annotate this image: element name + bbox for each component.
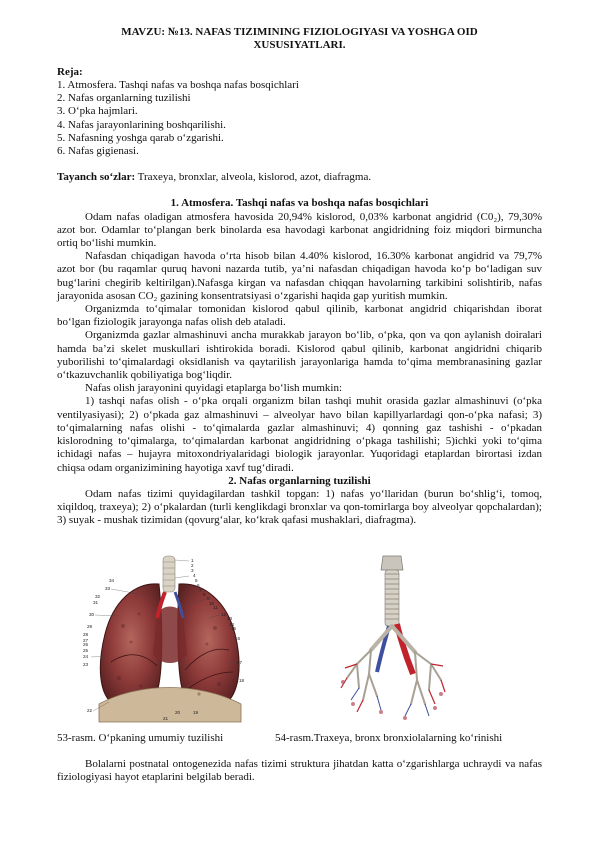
paragraph: Nafas olish jarayonini quyidagi etaplarga bo‘lish mumkin: bbox=[85, 382, 343, 395]
keywords-text: Traxeya, bronxlar, alveola, kislorod, azot, diafragma. bbox=[135, 171, 372, 184]
lung-figure-number: 24 bbox=[83, 653, 89, 659]
section-1-heading: 1. Atmosfera. Tashqi nafas va boshqa nafas bosqichlari bbox=[170, 197, 429, 210]
lung-figure-number: 13 bbox=[227, 615, 233, 621]
figure-caption-54: 54-rasm.Traxeya, bronx bronxiolalarning ko‘rinishi bbox=[275, 731, 503, 744]
lung-figure-number: 29 bbox=[87, 623, 93, 629]
paragraph: 1) tashqi nafas olish - o‘pka orqali organizm bilan tashqi muhit orasida gazlar almashinuvi (o‘pka ventilyasiyasi); 2) o‘pkada gaz almashinuvi – alveolyar havo bilan kapillyarlardagi qon-o‘pka nafasi; 3) to‘qimalarning nafas olishi - to‘qimalarda gazlar almashinuvi; 4) qonning gaz tashishi - o‘pkadan kislorodning to‘qimalarga, to‘qimalardan karbonat angidridning o‘pkaga tashilishi; 5)ichki yoki to‘qima ichidagi nafas – hujayra mitoxondriyalaridagi biologik jarayonlar. Yuqoridagi etaplardan birortasi izdan chiqsa odam organizimining hayotiga xavf tug‘diradi. bbox=[57, 395, 542, 474]
lung-figure-number: 32 bbox=[95, 593, 101, 599]
lung-figure-number: 8 bbox=[203, 591, 206, 597]
lung-figure-number: 11 bbox=[213, 604, 218, 610]
lung-figure-number: 3 bbox=[191, 567, 194, 573]
paragraph: Odam nafas tizimi quyidagilardan tashkil topgan: 1) nafas yo‘llaridan (burun bo‘shlig‘i, tomoq, xiqildoq, traxeya); 2) o‘pkalardan (turli kenglikdagi bronxlar va qon-tomirlarga boy alveolyar qopchalardan); 3) suyak - mushak tizimidan (qovurg‘alar, ko‘krak qafasi mushaklari, diafragma). bbox=[57, 487, 542, 527]
lung-figure-number: 20 bbox=[175, 709, 181, 715]
figure-caption-53: 53-rasm. O‘pkaning umumiy tuzilishi bbox=[57, 731, 224, 744]
lung-figure-number: 18 bbox=[239, 677, 245, 683]
lung-figure-number: 28 bbox=[83, 631, 89, 637]
paragraph: Odam nafas oladigan atmosfera havosida 20,94% kislorod, 0,03% karbonat angidrid (C0₂), 79,30% azot bor. Odamlar to‘plangan berk binolarda esa havodagi karbonat angidridning foiz miqdori birmuncha ortiq bo‘lishi mumkin. bbox=[57, 210, 542, 250]
lung-figure-number: 19 bbox=[193, 709, 199, 715]
plan-item: 2. Nafas organlarning tuzilishi bbox=[57, 92, 191, 105]
lung-figure-number: 30 bbox=[89, 611, 95, 617]
lung-figure-number: 17 bbox=[237, 659, 243, 665]
plan-item: 5. Nafasning yoshga qarab o‘zgarishi. bbox=[57, 131, 224, 144]
lung-figure-number: 15 bbox=[231, 625, 237, 631]
plan-item: 6. Nafas gigienasi. bbox=[57, 145, 139, 158]
section-2-heading: 2. Nafas organlarning tuzilishi bbox=[228, 474, 371, 487]
plan-label: Reja: bbox=[57, 65, 83, 78]
title-line-2: XUSUSIYATLARI. bbox=[253, 39, 346, 52]
lung-figure-number: 27 bbox=[83, 637, 89, 643]
lung-figure-number: 7 bbox=[199, 587, 202, 593]
title-line-1: MAVZU: №13. NAFAS TIZIMINING FIZIOLOGIYASI VA YOSHGA OID bbox=[121, 26, 478, 38]
lung-figure-number: 16 bbox=[235, 635, 241, 641]
figures-row bbox=[57, 538, 542, 728]
plan-item: 4. Nafas jarayonlarining boshqarilishi. bbox=[57, 118, 226, 131]
lung-figure-number: 23 bbox=[83, 661, 89, 667]
document-title bbox=[57, 26, 542, 53]
document-page bbox=[57, 26, 542, 784]
lung-figure-number: 9 bbox=[207, 595, 210, 601]
paragraph: Organizmda to‘qimalar tomonidan kislorod qabul qilinib, karbonat angidrid chiqarishdan iborat bo‘lgan fiziologik jarayonga nafas olish deb ataladi. bbox=[57, 303, 542, 329]
lungs-illustration bbox=[79, 554, 259, 724]
trachea-bronchi-illustration bbox=[337, 554, 447, 724]
paragraph: Nafasdan chiqadigan havoda o‘rta hisob bilan 4.40% kislorod, 16.30% karbonat angidrid va 79,7% azot bor (bu raqamlar quruq havoni nazarda tutib, ya’ni nafasdan chiqadigan havoda ko‘p bo‘ladigan suv bug‘larini chegirib keltirilgan).Nafasga kirgan va nafasdan chiqqan havolarning tarkibini solishtirib, nafas jarayonida asosan CO₂ gazining konsentratsiyasi o‘zgarishi haqida gap yuritish mumkin. bbox=[57, 250, 542, 302]
plan-item: 1. Atmosfera. Tashqi nafas va boshqa nafas bosqichlari bbox=[57, 79, 299, 92]
lung-figure-number: 21 bbox=[163, 715, 169, 721]
plan-item: 3. O‘pka hajmlari. bbox=[57, 105, 138, 118]
lung-figure-number: 33 bbox=[105, 585, 111, 591]
lung-figure-number: 4 bbox=[193, 572, 196, 578]
lung-figure-number: 34 bbox=[109, 577, 115, 583]
figure-captions bbox=[57, 732, 542, 746]
lung-figure-number: 31 bbox=[93, 599, 99, 605]
lung-figure-number: 12 bbox=[221, 611, 227, 617]
lung-figure-number: 22 bbox=[87, 707, 93, 713]
lung-figure-number: 5 bbox=[195, 577, 198, 583]
keywords-line bbox=[57, 171, 542, 184]
keywords-label: Tayanch so‘zlar: bbox=[57, 171, 136, 184]
lung-figure-number: 10 bbox=[209, 600, 215, 606]
paragraph: Organizmda gazlar almashinuvi ancha murakkab jarayon bo‘lib, o‘pka, qon va qon aylanish doiralari hamda ba’zi skelet muskullari ishtirokida boradi. Kislorod qabul qilinib, karbonat angidridni chiqarib yuborilishi to‘qimalardagi oksidlanish va qaytarilish jarayonlariga hamda to‘qima membranasining gazlar o‘tkazuvchanlik qobiliyatiga bog‘liqdir. bbox=[57, 329, 542, 382]
lung-figure-number: 26 bbox=[83, 641, 89, 647]
lung-figure-number: 14 bbox=[229, 621, 235, 627]
lung-figure-number: 25 bbox=[83, 647, 89, 653]
lung-figure-number: 2 bbox=[191, 562, 194, 568]
closing-paragraph: Bolalarni postnatal ontogenezida nafas tizimi struktura jihatdan katta o‘zgarishlarga uchraydi va nafas fiziologiyasi hayot etaplarini belgilab beradi. bbox=[57, 757, 542, 783]
lung-figure-number: 1 bbox=[191, 557, 194, 563]
lung-figure-number: 6 bbox=[197, 582, 200, 588]
